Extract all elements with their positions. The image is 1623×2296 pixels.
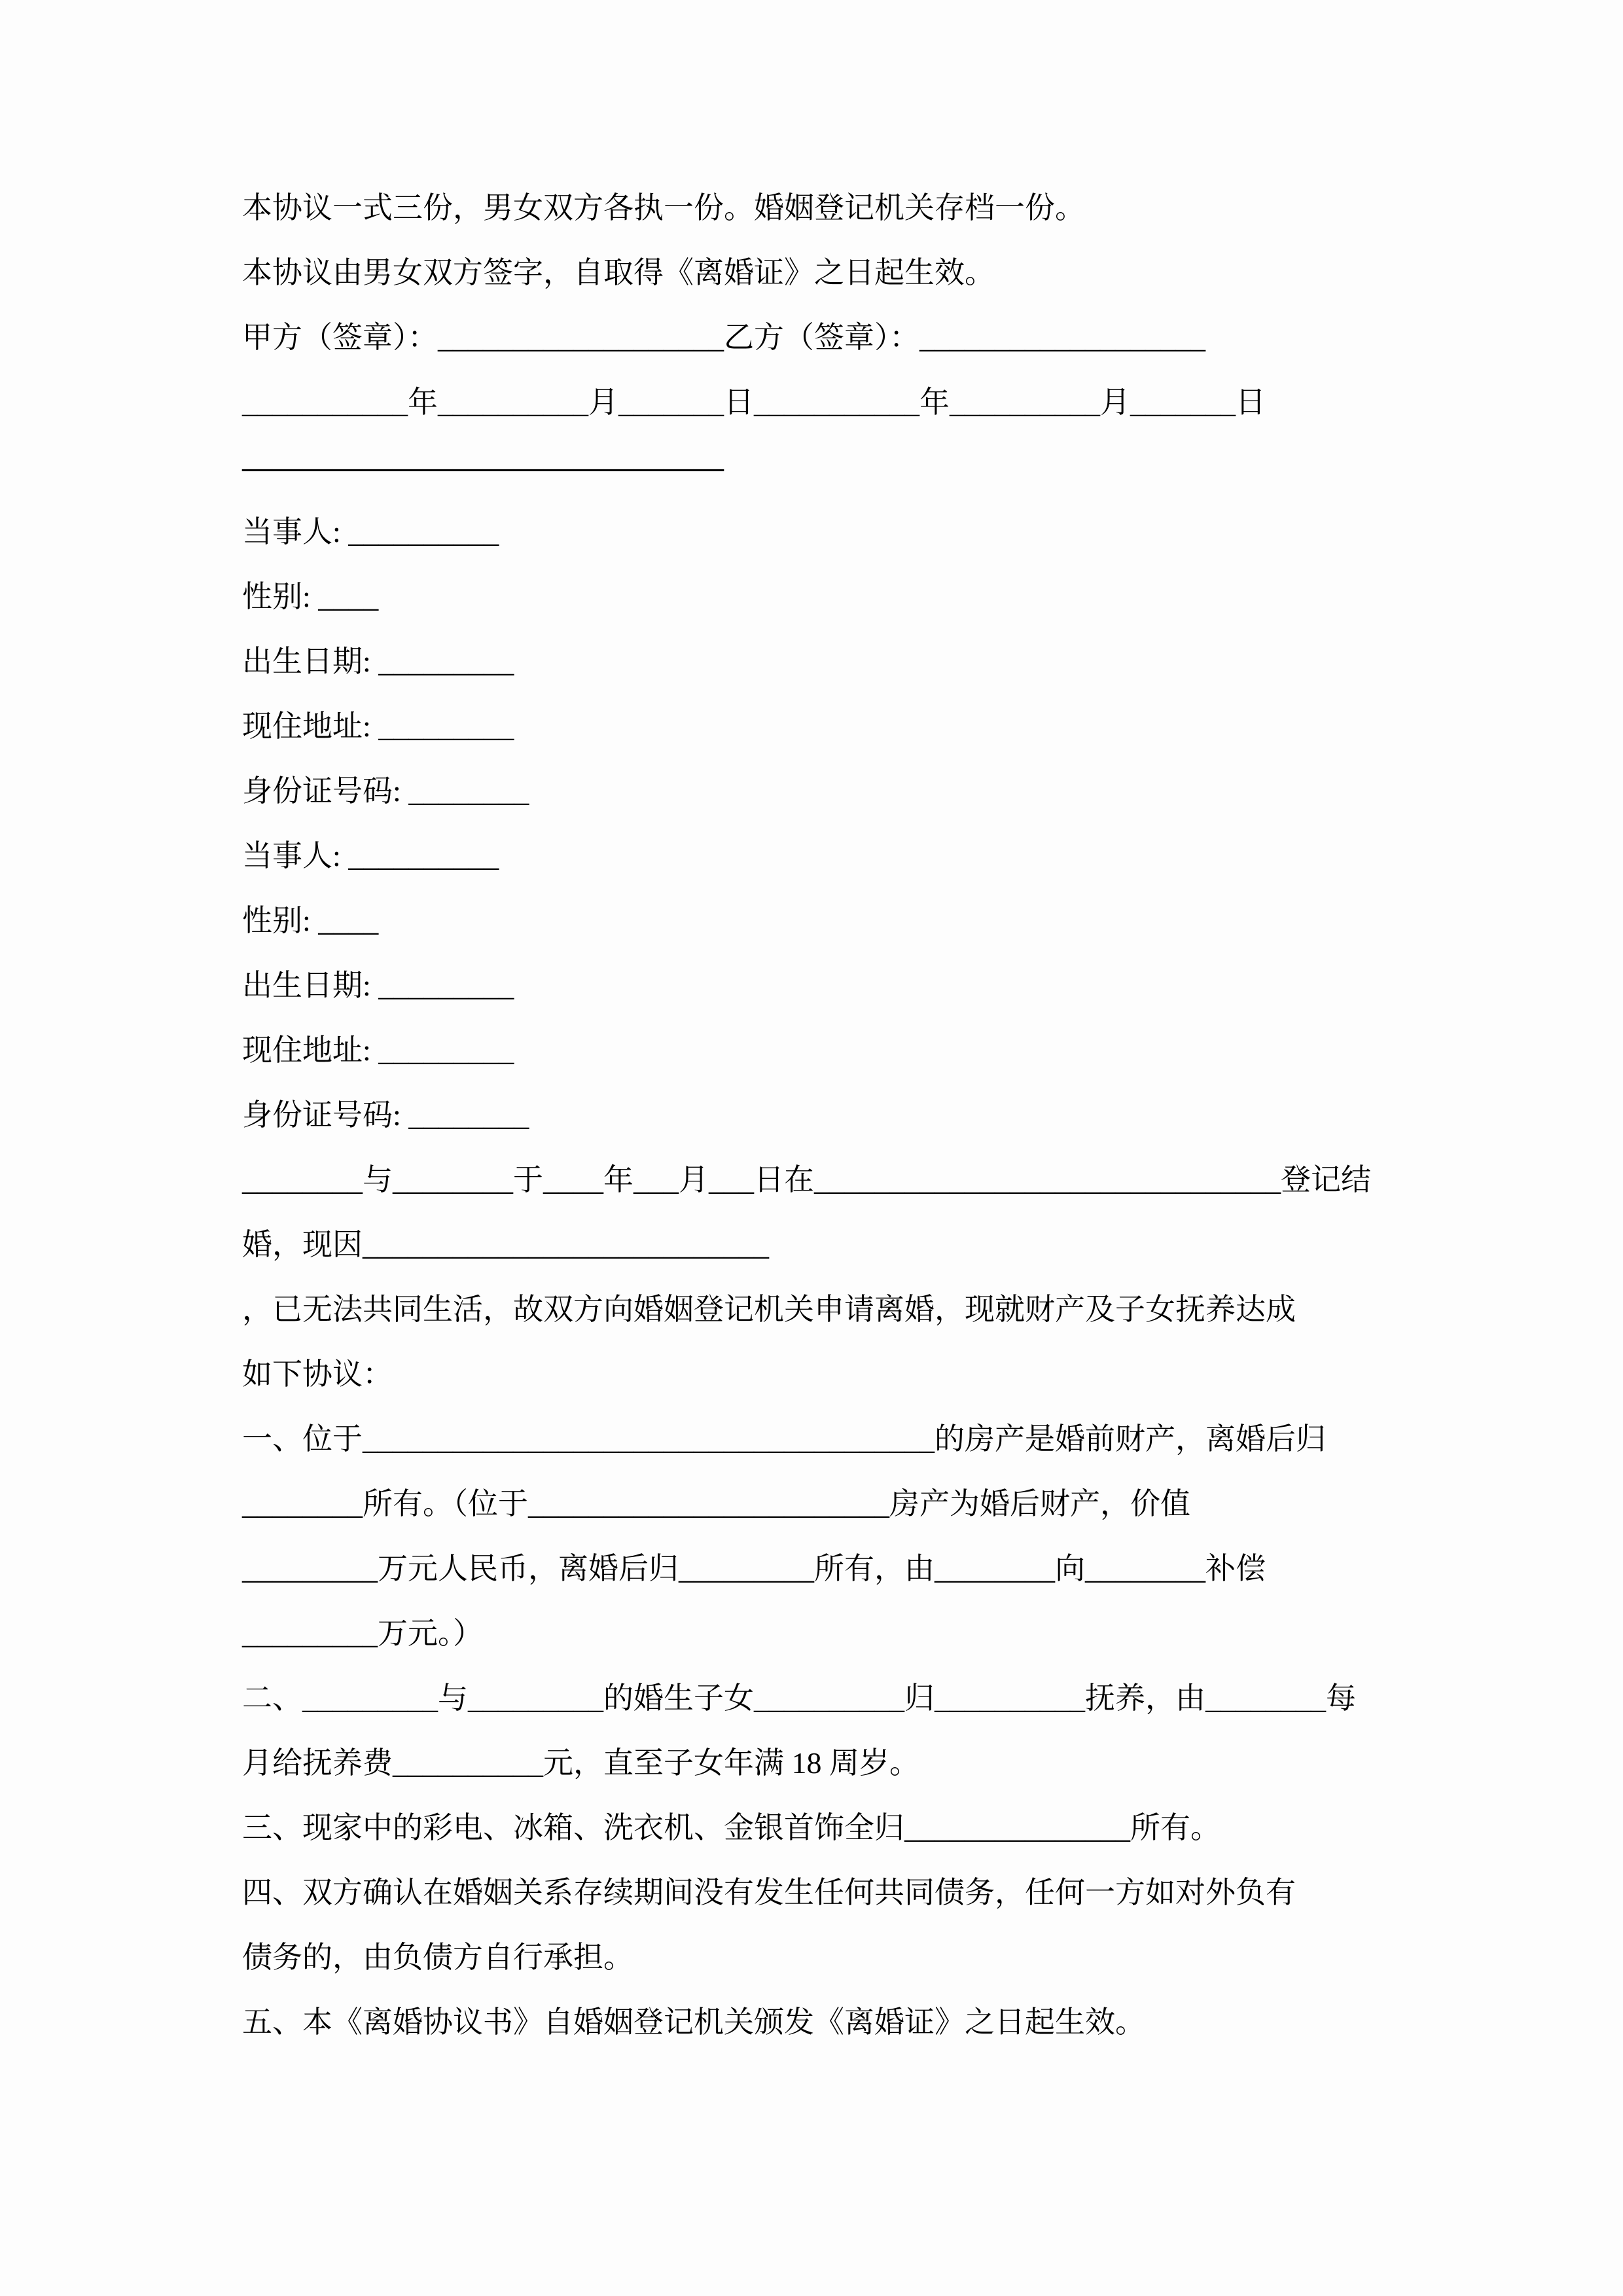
party-b-id-row: 身份证号码: ________ <box>242 1098 529 1132</box>
effective-clause: 本协议由男女双方签字，自取得《离婚证》之日起生效。 <box>242 256 995 289</box>
item2-line-2: 月给抚养费__________元，直至子女年满 18 周岁。 <box>242 1746 919 1780</box>
party-a-id-row: 身份证号码: ________ <box>242 774 529 808</box>
item1-line-2: ________所有。（位于________________________房产为婚后财产，价值 <box>242 1487 1190 1520</box>
party-b-gender-row: 性别: ____ <box>242 904 379 937</box>
item2-line-1: 二、_________与_________的婚生子女__________归__________抚养，由________每 <box>242 1681 1356 1715</box>
signature-row: 甲方（签章）：___________________乙方（签章）：___________________ <box>242 321 1205 354</box>
party-b-address-row: 现住地址: _________ <box>242 1033 514 1067</box>
separator-dashes: ———————————————— <box>242 450 724 484</box>
registration-line-1: ________与________于____年___月___日在_______________________________登记结 <box>242 1163 1371 1196</box>
item4-line-1: 四、双方确认在婚姻关系存续期间没有发生任何共同债务，任何一方如对外负有 <box>242 1876 1296 1909</box>
registration-line-3: ，已无法共同生活，故双方向婚姻登记机关申请离婚，现就财产及子女抚养达成 <box>242 1293 1296 1326</box>
item1-line-4: _________万元。） <box>242 1617 483 1650</box>
party-b-birthdate-row: 出生日期: _________ <box>242 969 514 1002</box>
party-a-birthdate-row: 出生日期: _________ <box>242 645 514 678</box>
party-a-gender-row: 性别: ____ <box>242 580 379 613</box>
party-b-name-row: 当事人: __________ <box>242 839 499 872</box>
item3-line-1: 三、现家中的彩电、冰箱、洗衣机、金银首饰全归_______________所有。 <box>242 1811 1221 1844</box>
party-a-name-row: 当事人: __________ <box>242 515 499 548</box>
copies-clause: 本协议一式三份，男女双方各执一份。婚姻登记机关存档一份。 <box>242 191 1085 224</box>
party-a-address-row: 现住地址: _________ <box>242 709 514 743</box>
date-row: ___________年__________月_______日___________年__________月_______日 <box>242 386 1266 419</box>
registration-line-2: 婚，现因___________________________ <box>242 1228 769 1261</box>
item5-line-1: 五、本《离婚协议书》自婚姻登记机关颁发《离婚证》之日起生效。 <box>242 2005 1145 2039</box>
item1-line-3: _________万元人民币，离婚后归_________所有，由________向________补偿 <box>242 1552 1266 1585</box>
item1-line-1: 一、位于______________________________________的房产是婚前财产，离婚后归 <box>242 1422 1326 1456</box>
registration-line-4: 如下协议： <box>242 1357 393 1391</box>
item4-line-2: 债务的，由负债方自行承担。 <box>242 1941 633 1974</box>
